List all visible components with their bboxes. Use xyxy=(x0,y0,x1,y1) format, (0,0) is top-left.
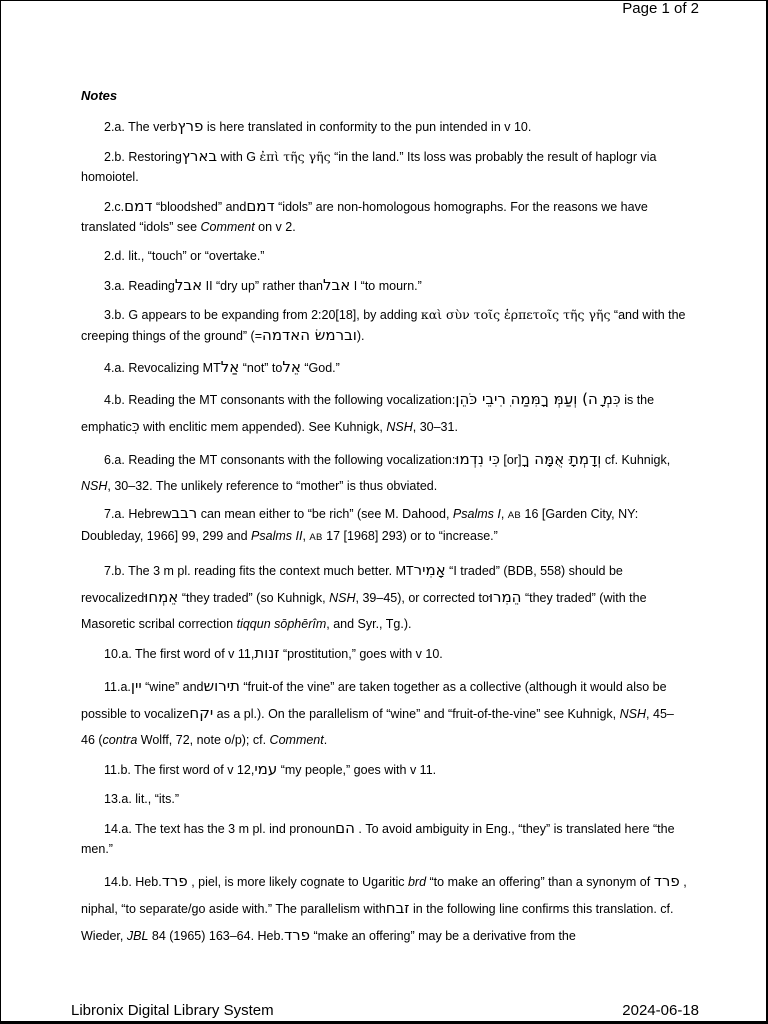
note-4a: 4.a. Revocalizing MTאַל “not” toאֵל “God.” xyxy=(104,358,340,376)
page-number: Page 1 of 2 xyxy=(622,0,699,17)
note-2d: 2.d. lit., “touch” or “overtake.” xyxy=(104,249,265,263)
note-6a: 6.a. Reading the MT consonants with the following vocalization:כִּי נִדְמוּ [or]וְדָמְתָ ּאֻמָּה ךָ cf. Kuhnigk, NSH, 30–32. The unlikely reference to “mother” is thus obviated. xyxy=(81,450,671,493)
note-11a: 11.a.יין “wine” andתירוש “fruit-of the vine” are taken together as a collective (although it would also be possible to vocalizeיקח as a pl.). On the parallelism of “wine” and “fruit-of-the-vine” see Kuhnigk, NSH, 45–46 (contra Wolff, 72, note o/p); cf. Comment. xyxy=(81,677,674,747)
notes-heading: Notes xyxy=(81,88,118,103)
note-7a: 7.a. Hebrewרבב can mean either to “be rich” (see M. Dahood, Psalms I, AB 16 [Garden City, NY: Doubleday, 1966] 99, 299 and Psalms II, AB 17 [1968] 293) or to “increase.” xyxy=(81,504,639,543)
page-footer xyxy=(71,1002,699,1020)
footer-date: 2024-06-18 xyxy=(622,1002,699,1019)
note-2b: 2.b. Restoringבארץ with G ἐπὶ τῆς γῆς “in the land.” Its loss was probably the result of haplogr via homoiotel. xyxy=(81,147,657,184)
notes-body xyxy=(81,86,687,955)
note-10a: 10.a. The first word of v 11,זנות “prostitution,” goes with v 10. xyxy=(104,644,443,662)
note-7b: 7.b. The 3 m pl. reading fits the context much better. MTאָמִיר “I traded” (BDB, 558) should be revocalizedאֵמְחוּ “they traded” (so Kuhnigk, NSH, 39–45), or corrected toהֵמִרוּ “they traded” (with the Masoretic scribal correction tiqqun sōphērîm, and Syr., Tg.). xyxy=(81,561,647,631)
note-2c: 2.c.דמם “bloodshed” andדמם “idols” are non-homologous homographs. For the reasons we have translated “idols” see Comment on v 2. xyxy=(81,197,648,234)
note-4b: 4.b. Reading the MT consonants with the following vocalization:וְעַמְּ ךָמִּמַה ִרִיבֵי כֹּהֵן (כִּמְ ָה is the emphaticכִּ with enclitic mem appended). See Kuhnigk, NSH, 30–31. xyxy=(81,390,655,435)
note-14b: 14.b. Heb.פרד , piel, is more likely cognate to Ugaritic brd “to make an offering” than a synonym of פרד , niphal, “to separate/go aside with.” The parallelism withזבח in the following line confirms this translation. cf. Wieder, JBL 84 (1965) 163–64. Heb.פרד “make an offering” may be a derivative from the xyxy=(81,872,687,944)
footer-app-name: Libronix Digital Library System xyxy=(71,1002,274,1019)
note-13a: 13.a. lit., “its.” xyxy=(104,792,180,806)
note-3b: 3.b. G appears to be expanding from 2:20[18], by adding καὶ σὺν τοῖς ἑρπετοῖς τῆς γῆς “and with the creeping things of the ground” (=וברמשׂ האדמה). xyxy=(81,307,686,344)
note-3a: 3.a. Readingאבל II “dry up” rather thanאבל I “to mourn.” xyxy=(104,276,422,294)
note-2a: 2.a. The verbפרץ is here translated in conformity to the pun intended in v 10. xyxy=(104,117,532,135)
note-14a: 14.a. The text has the 3 m pl. ind pronounהם . To avoid ambiguity in Eng., “they” is translated here “the men.” xyxy=(81,819,675,856)
note-11b: 11.b. The first word of v 12,עמי “my people,” goes with v 11. xyxy=(104,760,437,778)
